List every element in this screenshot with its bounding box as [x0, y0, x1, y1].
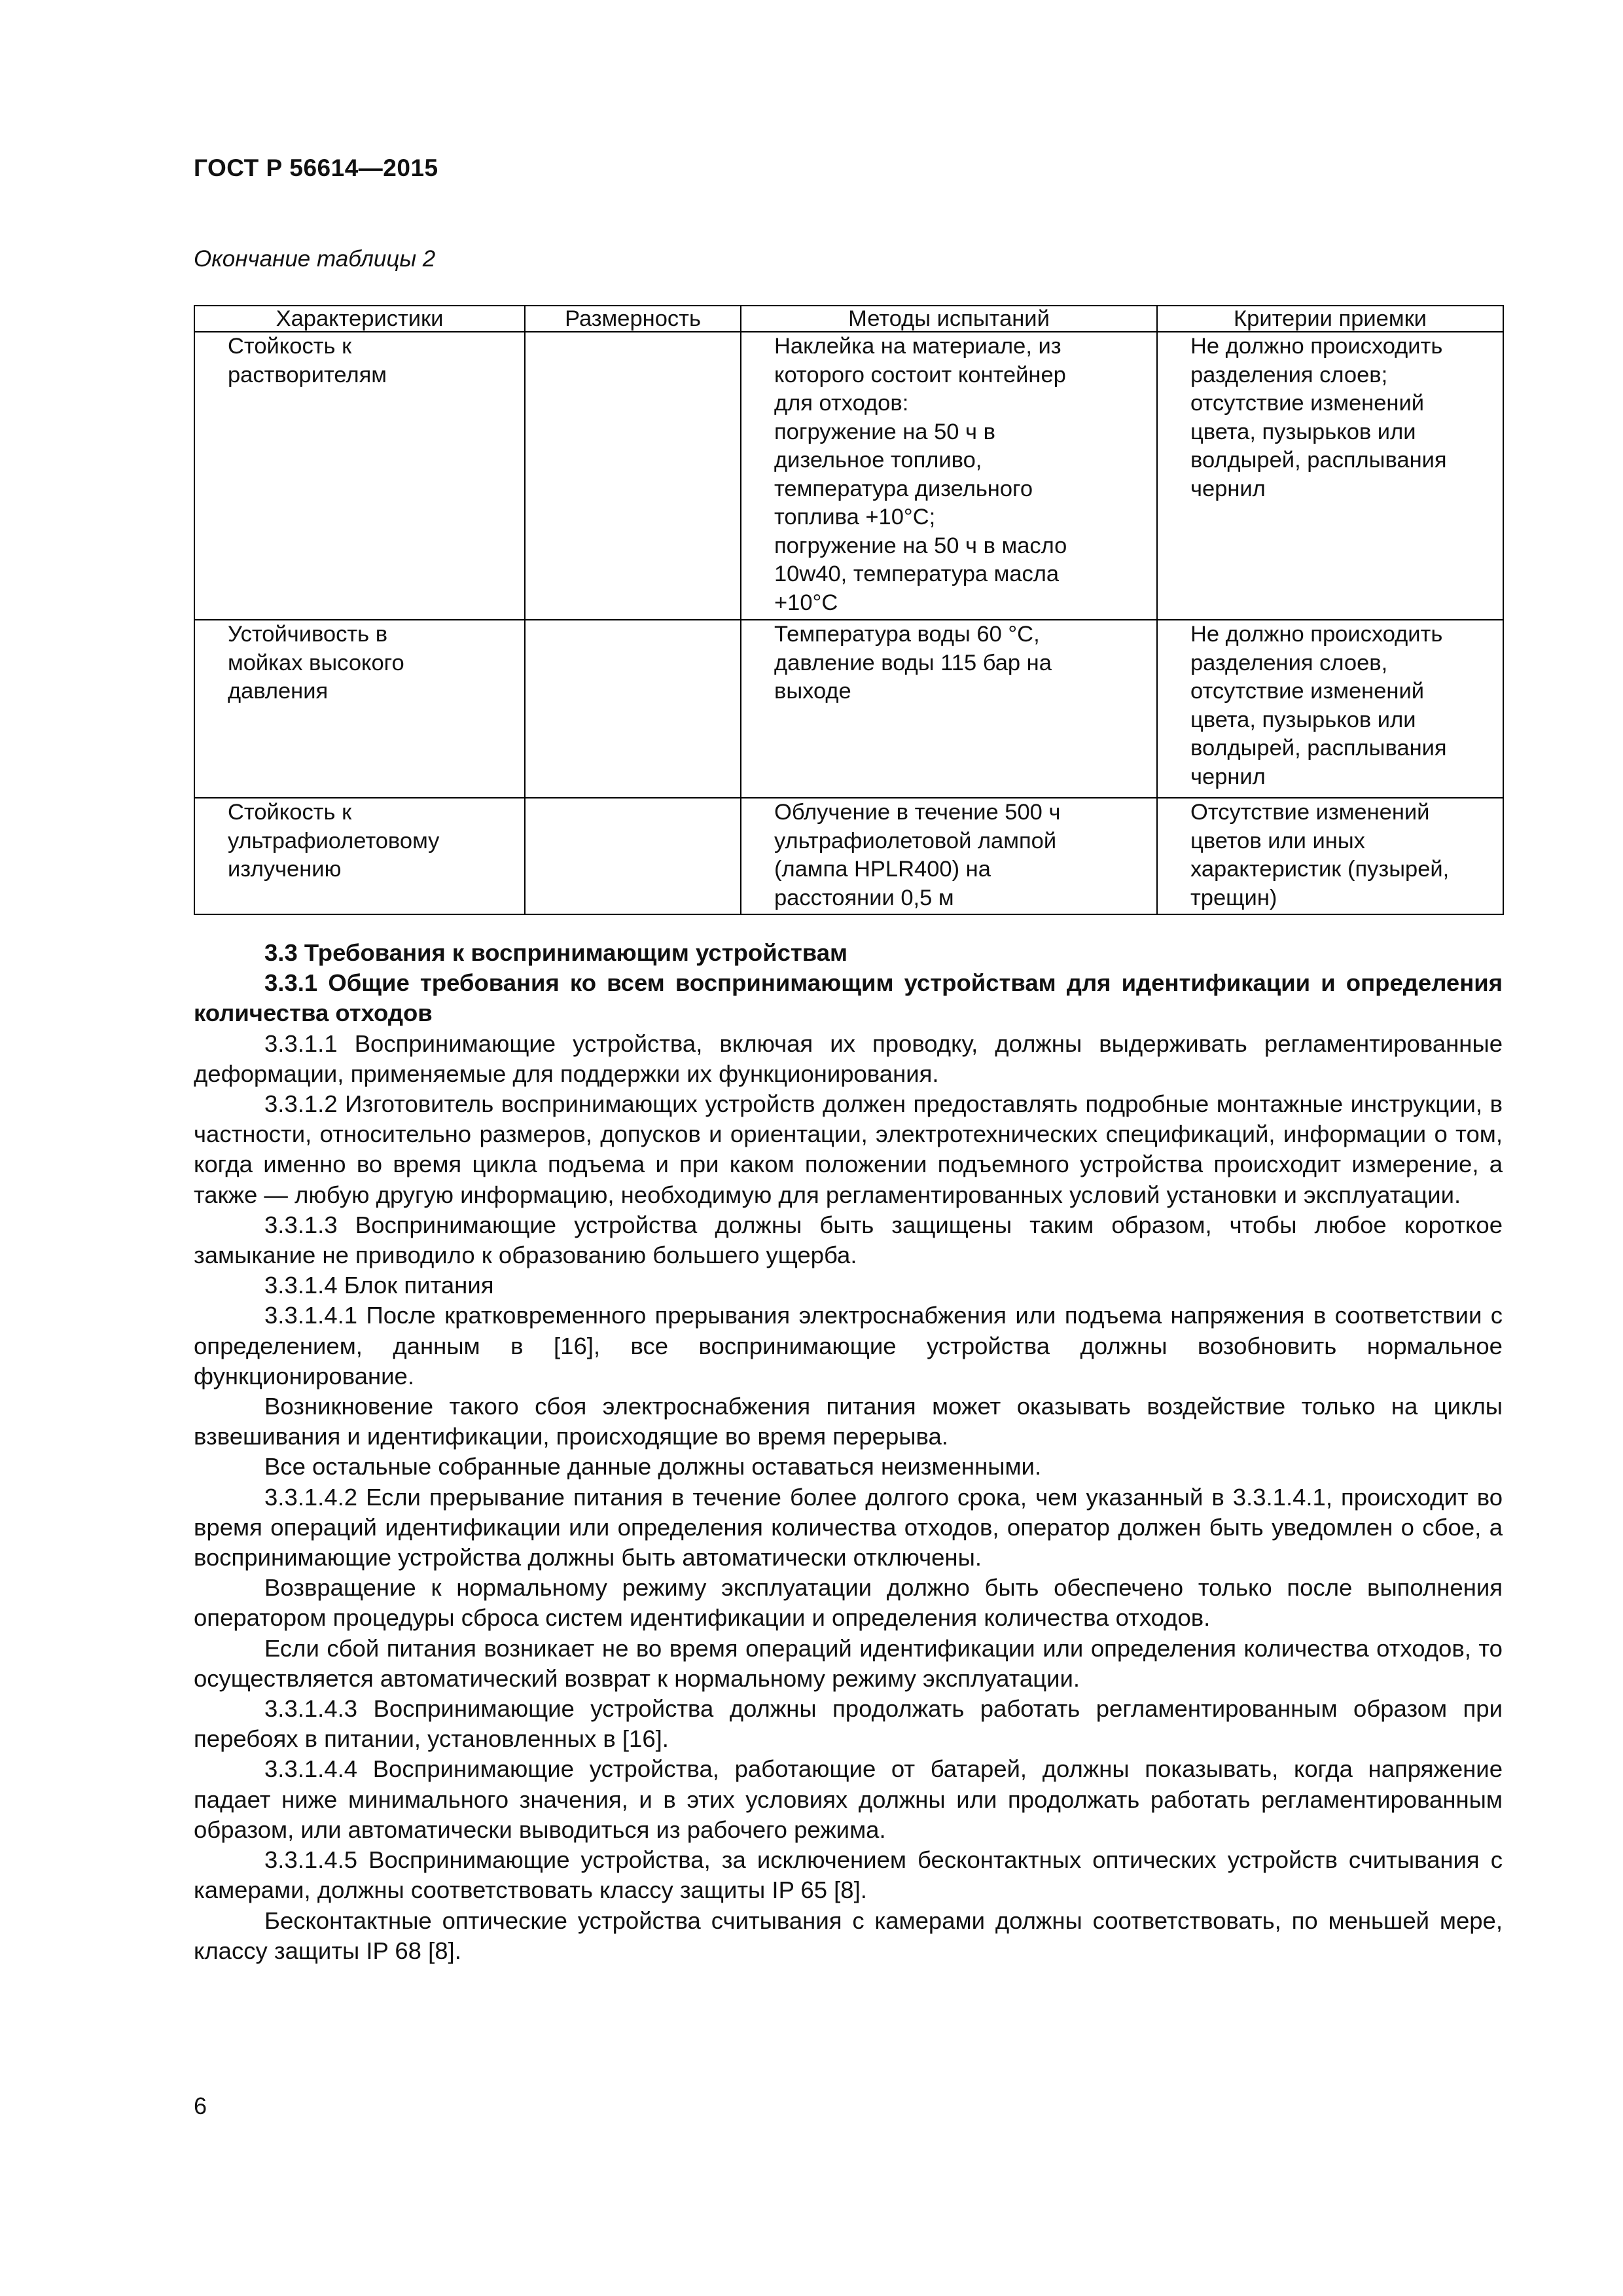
section-heading: 3.3 Требования к воспринимающим устройствам [264, 939, 848, 966]
paragraph: 3.3.1.4.2 Если прерывание питания в течение более долгого срока, чем указанный в 3.3.1.4.1, происходит во время операций идентификации или определения количества отходов, оператор должен быть уведомлен о сбое, а воспринимающие устройства должны быть автоматически отключены. [194, 1483, 1503, 1571]
column-header: Критерии приемки [1157, 306, 1503, 332]
page-number: 6 [194, 2092, 207, 2119]
section-body [194, 938, 1503, 1966]
paragraph: 3.3.1.4.4 Воспринимающие устройства, работающие от батарей, должны показывать, когда напряжение падает ниже минимального значения, и в этих условиях должны или продолжать работать регламентированным образом, или автоматически выводиться из рабочего режима. [194, 1755, 1503, 1843]
cell-characteristic: Стойкость к растворителям [228, 334, 387, 387]
paragraph: Бесконтактные оптические устройства считывания с камерами должны соответствовать, по меньшей мере, классу защиты IP 68 [8]. [194, 1907, 1503, 1964]
cell-characteristic: Устойчивость в мойках высокого давления [228, 622, 404, 704]
table-row [194, 798, 1503, 914]
cell-method: Облучение в течение 500 ч ультрафиолетовой лампой (лампа HPLR400) на расстоянии 0,5 м [774, 800, 1061, 910]
paragraph: 3.3.1.4.5 Воспринимающие устройства, за исключением бесконтактных оптических устройств считывания с камерами, должны соответствовать классу защиты IP 65 [8]. [194, 1846, 1503, 1904]
cell-method: Наклейка на материале, из которого состоит контейнер для отходов: погружение на 50 ч в дизельное топливо, температура дизельного топлива +10°С; погружение на 50 ч в масло 10w40, температура масла +10°С [774, 334, 1067, 615]
requirements-table [194, 305, 1504, 915]
paragraph: 3.3.1.2 Изготовитель воспринимающих устройств должен предоставлять подробные монтажные инструкции, в частности, относительно размеров, допусков и ориентации, электротехнических спецификаций, информации о том, когда именно во время цикла подъема и при каком положении подъемного устройства происходит измерение, а также — любую другую информацию, необходимую для регламентированных условий установки и эксплуатации. [194, 1090, 1503, 1208]
paragraph: Возвращение к нормальному режиму эксплуатации должно быть обеспечено только после выполнения оператором процедуры сброса систем идентификации и определения количества отходов. [194, 1574, 1503, 1632]
cell-criteria: Отсутствие изменений цветов или иных характеристик (пузырей, трещин) [1190, 800, 1450, 910]
document-header: ГОСТ Р 56614—2015 [194, 154, 438, 181]
column-header: Характеристики [194, 306, 525, 332]
column-header: Размерность [525, 306, 741, 332]
document-page [194, 0, 1503, 2296]
table-caption: Окончание таблицы 2 [194, 246, 436, 272]
table-row [194, 620, 1503, 798]
paragraph: Если сбой питания возникает не во время операций идентификации или определения количества отходов, то осуществляется автоматический возврат к нормальному режиму эксплуатации. [194, 1634, 1503, 1692]
paragraph: Все остальные собранные данные должны оставаться неизменными. [264, 1453, 1042, 1480]
table-header-row [194, 306, 1503, 332]
paragraph: 3.3.1.1 Воспринимающие устройства, включая их проводку, должны выдерживать регламентированные деформации, применяемые для поддержки их функционирования. [194, 1030, 1503, 1087]
subsection-heading: 3.3.1 Общие требования ко всем воспринимающим устройствам для идентификации и определения количества отходов [194, 969, 1503, 1027]
paragraph: Возникновение такого сбоя электроснабжения питания может оказывать воздействие только на циклы взвешивания и идентификации, происходящие во время перерыва. [194, 1393, 1503, 1450]
paragraph: 3.3.1.4.3 Воспринимающие устройства должны продолжать работать регламентированным образом при перебоях в питании, установленных в [16]. [194, 1695, 1503, 1753]
column-header: Методы испытаний [741, 306, 1157, 332]
cell-characteristic: Стойкость к ультрафиолетовому излучению [228, 800, 440, 882]
paragraph: 3.3.1.4 Блок питания [264, 1272, 494, 1299]
cell-criteria: Не должно происходить разделения слоев, отсутствие изменений цвета, пузырьков или волдырей, расплывания чернил [1190, 622, 1447, 789]
table-row [194, 332, 1503, 620]
cell-method: Температура воды 60 °С, давление воды 115 бар на выходе [774, 622, 1052, 704]
paragraph: 3.3.1.4.1 После кратковременного прерывания электроснабжения или подъема напряжения в соответствии с определением, данным в [16], все воспринимающие устройства должны возобновить нормальное функционирование. [194, 1302, 1503, 1390]
paragraph: 3.3.1.3 Воспринимающие устройства должны быть защищены таким образом, чтобы любое короткое замыкание не приводило к образованию большего ущерба. [194, 1211, 1503, 1269]
cell-criteria: Не должно происходить разделения слоев; отсутствие изменений цвета, пузырьков или волдырей, расплывания чернил [1190, 334, 1447, 501]
